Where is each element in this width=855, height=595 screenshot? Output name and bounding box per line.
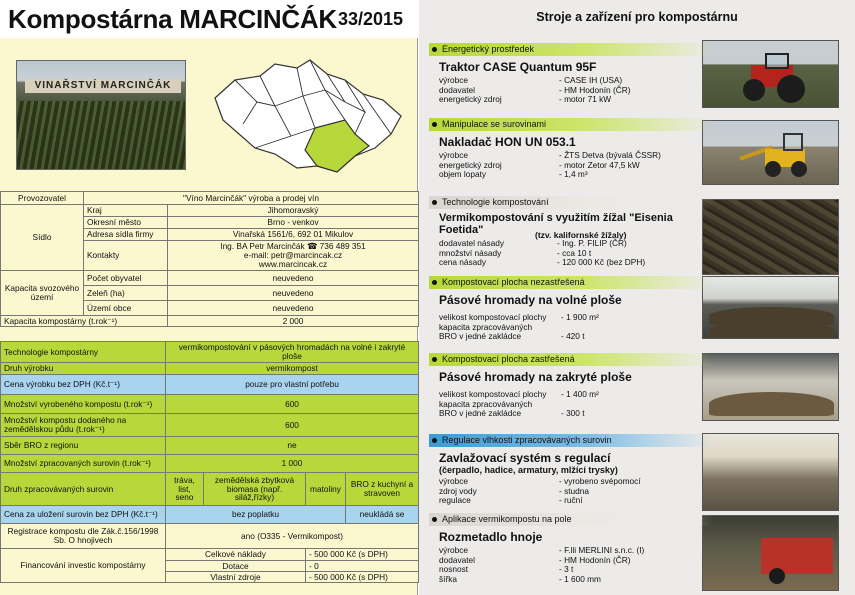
title-bar — [0, 0, 418, 38]
district-value: Brno - venkov — [168, 217, 419, 229]
municipality-value: neuvedeno — [168, 301, 419, 316]
section-head — [429, 118, 714, 131]
product-price-value: pouze pro vlastní potřebu — [166, 375, 419, 395]
spreader-shape — [761, 538, 833, 574]
contacts-label: Kontakty — [84, 241, 168, 271]
spec-key: velikost kompostovací plochy — [439, 389, 547, 399]
vineyard-sign: VINAŘSTVÍ MARCINČÁK — [25, 79, 181, 93]
spec-list — [439, 239, 714, 268]
section-head — [429, 43, 714, 56]
section-head-label: Aplikace vermikompostu na pole — [442, 514, 572, 524]
product-type-label: Druh výrobku — [1, 363, 166, 375]
spec-key: cena násady — [439, 257, 487, 267]
section-head-label: Energetický prostředek — [442, 44, 535, 54]
section-handling — [429, 118, 714, 180]
spec-key: velikost kompostovací plochy — [439, 312, 547, 322]
population-label: Počet obyvatel — [84, 271, 168, 286]
windrow-shape — [709, 392, 834, 416]
machine-subtitle: (čerpadlo, hadice, armatury, mlžící trysky) — [439, 465, 618, 475]
section-head-label: Manipulace se surovinami — [442, 119, 547, 129]
machine-subtitle: (tzv. kalifornské žížaly) — [535, 230, 627, 240]
machinery-title: Stroje a zařízení pro kompostárnu — [536, 10, 738, 24]
bullet-icon — [432, 517, 437, 522]
machine-title: Pásové hromady na zakryté ploše — [439, 370, 632, 384]
plant-capacity-label: Kapacita kompostárny (t.rok⁻¹) — [1, 316, 168, 327]
contact-email[interactable]: e-mail: petr@marcincak.cz — [243, 250, 343, 261]
spec-list — [439, 76, 714, 105]
section-application — [429, 513, 714, 584]
compost-produced-label: Množství vyrobeného kompostu (t.rok⁻¹) — [1, 395, 166, 414]
financing-subsidy-value: - 0 — [306, 561, 419, 572]
spec-value: - Ing. P. FILIP (ČR) — [557, 238, 627, 248]
plant-capacity-value: 2 000 — [168, 316, 419, 327]
composting-data-table — [0, 341, 419, 583]
spec-key: výrobce — [439, 75, 469, 85]
machine-title: Pásové hromady na volné ploše — [439, 293, 622, 307]
compost-produced-value: 600 — [166, 395, 419, 414]
region-value: Jihomoravský — [168, 205, 419, 217]
greenery-label: Zeleň (ha) — [84, 286, 168, 301]
financing-own-value: - 500 000 Kč (s DPH) — [306, 572, 419, 583]
product-price-label: Cena výrobku bez DPH (Kč.t⁻¹) — [1, 375, 166, 395]
region-label: Kraj — [84, 205, 168, 217]
contacts-value — [168, 241, 419, 271]
loader-photo — [702, 120, 839, 185]
disposal-fee-note: neukládá se — [346, 506, 419, 524]
material-types-label: Druh zpracovávaných surovin — [1, 473, 166, 506]
bro-collection-value: ne — [166, 437, 419, 455]
section-head-label: Kompostovací plocha zastřešená — [442, 354, 575, 364]
greenery-value: neuvedeno — [168, 286, 419, 301]
seat-label: Sídlo — [1, 205, 84, 271]
machine-title: Nakladač HON UN 053.1 — [439, 135, 576, 149]
spec-list — [439, 313, 714, 342]
spec-value: - HM Hodonín (ČR) — [559, 84, 631, 95]
spec-value: - CASE IH (USA) — [559, 75, 623, 85]
municipality-label: Území obce — [84, 301, 168, 316]
page-title: Kompostárna MARCINČÁK — [8, 4, 337, 34]
section-head — [429, 513, 714, 526]
czech-outline — [215, 60, 401, 172]
bro-collection-label: Sběr BRO z regionu — [1, 437, 166, 455]
section-moisture — [429, 434, 714, 506]
spec-list — [439, 477, 714, 506]
spec-value: - 1 600 mm — [559, 573, 601, 584]
address-label: Adresa sídla firmy — [84, 229, 168, 241]
spec-value: - 1,4 m³ — [559, 169, 588, 179]
irrigation-photo — [702, 433, 839, 511]
windrow-shape — [709, 321, 834, 339]
material-agri-biomass: zemědělská zbytková biomasa (např. siláž,řízky) — [204, 473, 306, 506]
district-label: Okresní město — [84, 217, 168, 229]
bullet-icon — [432, 280, 437, 285]
section-head — [429, 434, 714, 447]
section-open-area — [429, 276, 714, 342]
section-head-label: Regulace vlhkosti zpracovávaných surovin — [442, 435, 612, 445]
section-energy — [429, 43, 714, 105]
disposal-fee-value: bez poplatku — [166, 506, 346, 524]
financing-label: Financování investic kompostárny — [1, 549, 166, 583]
section-head-label: Technologie kompostování — [442, 197, 549, 207]
section-head — [429, 276, 714, 289]
contact-web[interactable]: www.marcincak.cz — [258, 258, 328, 269]
right-panel — [419, 0, 855, 595]
spec-value: - 1 900 m² — [561, 312, 599, 322]
tractor-shape — [741, 61, 803, 101]
bullet-icon — [432, 122, 437, 127]
registration-label: Registrace kompostu dle Zák.č.156/1998 Sb. O hnojivech — [1, 524, 166, 549]
spec-value: - motor 71 kW — [559, 94, 612, 104]
disposal-fee-label: Cena za uložení surovin bez DPH (Kč.t⁻¹) — [1, 506, 166, 524]
bullet-icon — [432, 438, 437, 443]
vineyard-rows — [17, 101, 185, 170]
spec-key: výrobce — [439, 545, 469, 555]
spec-value: - 1 400 m² — [561, 389, 599, 399]
czech-map — [205, 50, 410, 180]
materials-processed-label: Množství zpracovaných surovin (t.rok⁻¹) — [1, 455, 166, 473]
technology-value: vermikompostování v pásových hromadách na volné i zakryté ploše — [166, 342, 419, 363]
spec-key: kapacita zpracovávaných BRO v jedné zakládce — [439, 321, 533, 341]
catchment-capacity-label: Kapacita svozového území — [1, 271, 84, 316]
spec-key: dodavatel násady — [439, 238, 505, 248]
section-head — [429, 353, 714, 366]
section-technology — [429, 196, 714, 268]
material-kitchen-bro: BRO z kuchyní a stravoven — [346, 473, 419, 506]
spec-value: - 3 t — [559, 564, 574, 574]
machine-title: Zavlažovací systém s regulací — [439, 451, 611, 465]
bullet-icon — [432, 357, 437, 362]
machine-title: Traktor CASE Quantum 95F — [439, 60, 597, 74]
vineyard-photo — [16, 60, 186, 170]
machine-title: Rozmetadlo hnoje — [439, 530, 543, 544]
section-head-label: Kompostovací plocha nezastřešená — [442, 277, 585, 287]
spec-key: množství násady — [439, 247, 502, 258]
left-panel — [0, 0, 418, 595]
section-head — [429, 196, 714, 209]
financing-total-value: - 500 000 Kč (s DPH) — [306, 549, 419, 561]
spec-value: - 420 t — [561, 330, 585, 341]
spec-key: výrobce — [439, 150, 469, 160]
spec-key: energetický zdroj — [439, 94, 502, 104]
population-value: neuvedeno — [168, 271, 419, 286]
bullet-icon — [432, 200, 437, 205]
worms-photo — [702, 199, 839, 275]
spec-key: dodavatel — [439, 554, 475, 565]
materials-processed-value: 1 000 — [166, 455, 419, 473]
spec-list — [439, 546, 714, 584]
operator-label: Provozovatel — [1, 192, 84, 205]
spec-key: výrobce — [439, 476, 469, 486]
spec-key: šířka — [439, 573, 457, 584]
compost-to-soil-value: 600 — [166, 414, 419, 437]
covered-windrows-photo — [702, 353, 839, 421]
spec-value: - ruční — [559, 495, 583, 505]
machine-title: Vermikompostování s využitím žížal "Eisenia Foetida" — [439, 212, 673, 236]
spec-value: - motor Zetor 47,5 kW — [559, 159, 640, 170]
spec-value: - F.lli MERLINI s.n.c. (I) — [559, 545, 645, 555]
material-grass: tráva, list, seno — [166, 473, 204, 506]
spec-list — [439, 151, 714, 180]
issue-number: 33/2015 — [338, 9, 404, 29]
operator-value: "Víno Marcinčák" výroba a prodej vín — [84, 192, 419, 205]
spec-key: objem lopaty — [439, 169, 487, 179]
tractor-photo — [702, 40, 839, 108]
spec-key: dodavatel — [439, 84, 475, 95]
spec-value: - cca 10 t — [557, 247, 592, 258]
open-windrows-photo — [702, 276, 839, 339]
registration-value: ano (O335 - Vermikompost) — [166, 524, 419, 549]
spec-value: - vyrobeno svépomocí — [559, 476, 641, 486]
compost-to-soil-label: Množství kompostu dodaného na zemědělskou půdu (t.rok⁻¹) — [1, 414, 166, 437]
technology-label: Technologie kompostárny — [1, 342, 166, 363]
spec-value: - 300 t — [561, 407, 585, 418]
loader-shape — [735, 133, 815, 178]
spec-key: zdroj vody — [439, 485, 477, 496]
material-pomace: matoliny — [306, 473, 346, 506]
spec-value: - ŽTS Detva (bývalá ČSSR) — [559, 150, 661, 160]
spec-key: kapacita zpracovávaných BRO v jedné zakládce — [439, 398, 533, 418]
financing-subsidy-label: Dotace — [166, 561, 306, 572]
spec-key: nosnost — [439, 564, 469, 574]
spec-value: - HM Hodonín (ČR) — [559, 554, 631, 565]
spec-key: regulace — [439, 495, 471, 505]
spec-key: energetický zdroj — [439, 159, 502, 170]
operator-info-table — [0, 191, 419, 327]
spec-list — [439, 390, 714, 419]
address-value: Vinařská 1561/6, 692 01 Mikulov — [168, 229, 419, 241]
spreader-photo — [702, 515, 839, 591]
contact-phone: Ing. BA Petr Marcinčák ☎ 736 489 351 — [220, 241, 366, 252]
spec-value: - 120 000 Kč (bez DPH) — [557, 257, 646, 267]
product-type-value: vermikompost — [166, 363, 419, 375]
financing-total-label: Celkové náklady — [166, 549, 306, 561]
financing-own-label: Vlastní zdroje — [166, 572, 306, 583]
section-covered-area — [429, 353, 714, 419]
bullet-icon — [432, 47, 437, 52]
spec-value: - studna — [559, 485, 589, 496]
